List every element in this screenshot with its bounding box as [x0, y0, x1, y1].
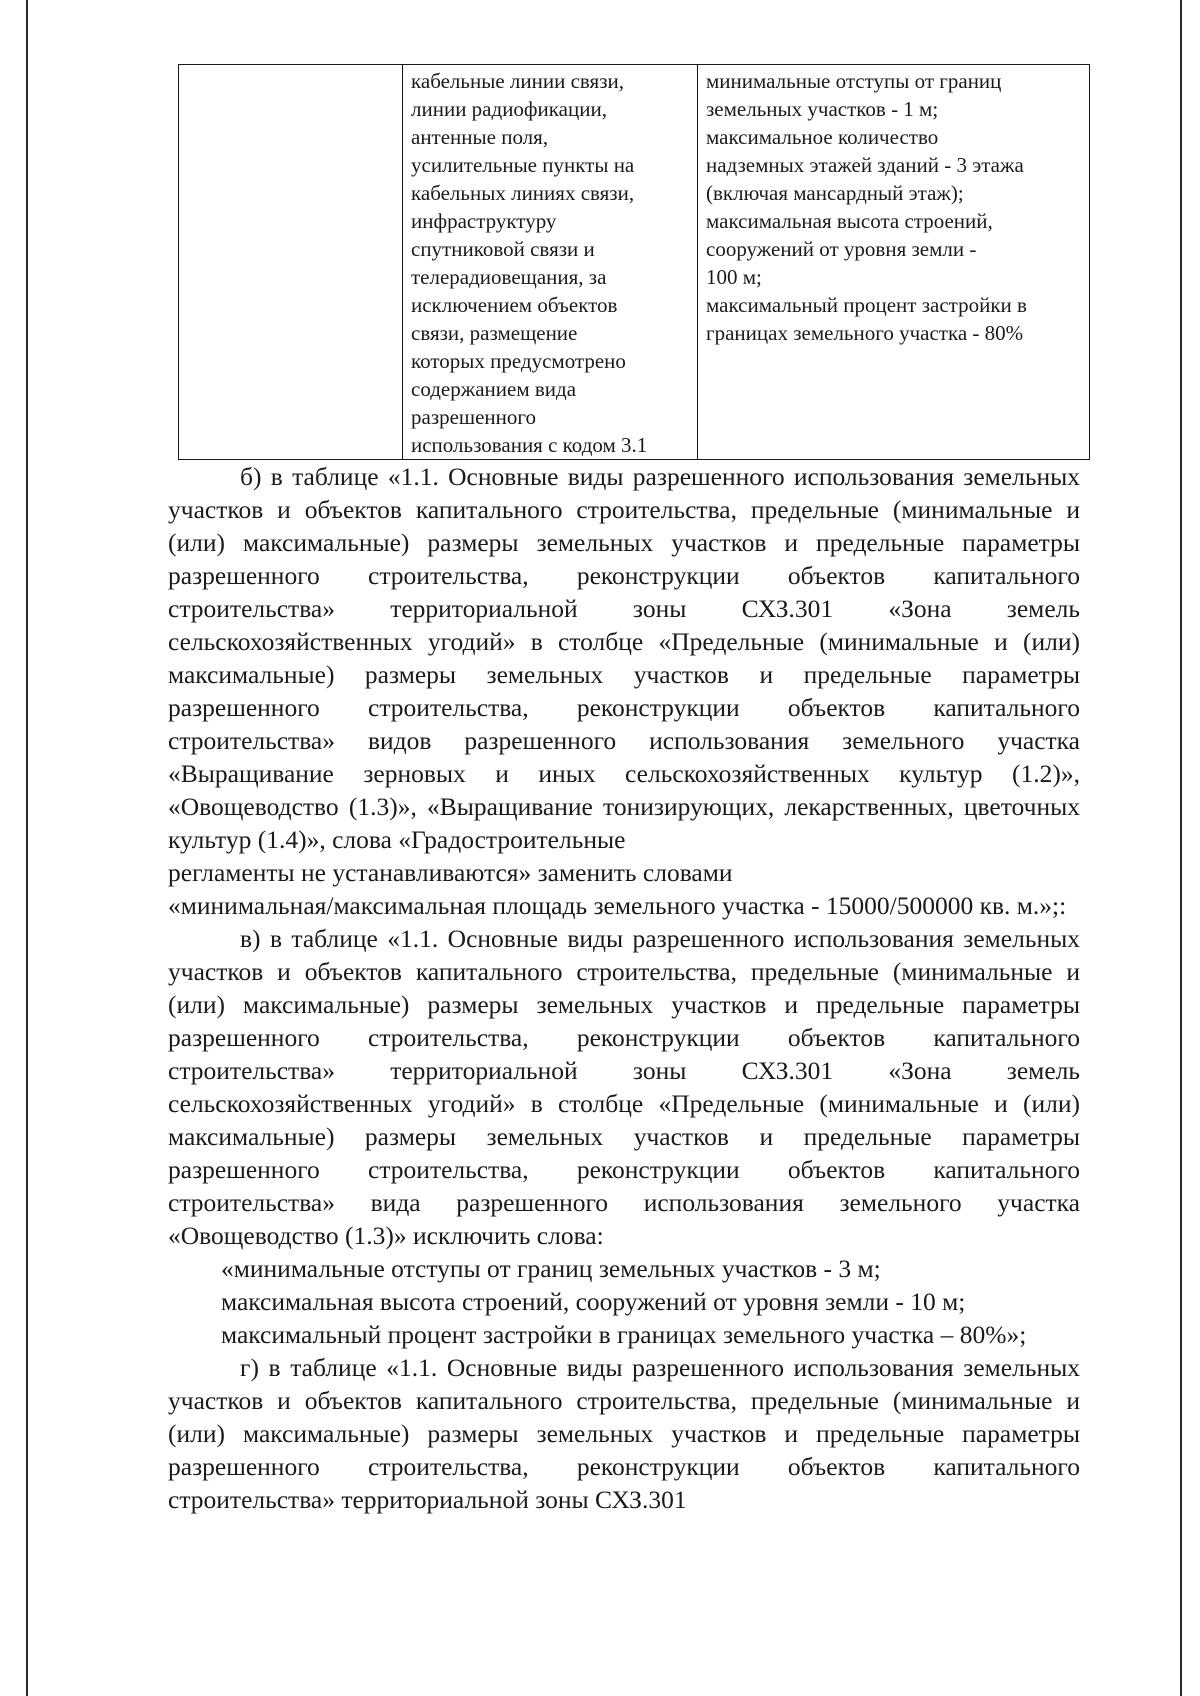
excluded-text-line-1: «минимальные отступы от границ земельных участков - 3 м;	[221, 1254, 881, 1283]
cell-text-line: связи, размещение	[411, 321, 578, 345]
table-row	[179, 65, 1090, 460]
cell-text-line: 100 м;	[706, 265, 762, 289]
scan-left-border	[26, 0, 28, 1696]
cell-text-line: телерадиовещания, за	[411, 265, 607, 289]
cell-text-line: разрешенного	[411, 405, 536, 429]
table-cell-empty	[179, 65, 403, 460]
excluded-text-line-2: максимальная высота строений, сооружений от уровня земли - 10 м;	[221, 1287, 966, 1316]
paragraph-b-end: «минимальная/максимальная площадь земельного участка - 15000/500000 кв. м.»;:	[168, 891, 1067, 920]
cell-text-line: сооружений от уровня земли -	[706, 237, 977, 261]
cell-text-line: которых предусмотрено	[411, 349, 626, 373]
cell-text-line: земельных участков - 1 м;	[706, 97, 939, 121]
zoning-table-fragment	[178, 64, 1090, 460]
cell-text-line: спутниковой связи и	[411, 237, 595, 261]
cell-text-line: инфраструктуру	[411, 209, 557, 233]
cell-text-line: линии радиофикации,	[411, 97, 607, 121]
table-cell-parameters	[698, 65, 1090, 460]
cell-text-line: максимальная высота строений,	[706, 209, 993, 233]
cell-text-line: надземных этажей зданий - 3 этажа	[706, 153, 1024, 177]
cell-text-line: усилительные пункты на	[411, 153, 635, 177]
cell-text-line: кабельных линиях связи,	[411, 181, 635, 205]
table-cell-permitted-use	[403, 65, 698, 460]
paragraph-g: г) в таблице «1.1. Основные виды разрешенного использования земельных участков и объектов капитального строительства, предельные (минимальные и (или) максимальные) размеры земельных участков и предельные параметры разрешенного строительства, реконструкции объектов капитального строительства» территориальной зоны СХЗ.301	[168, 1353, 1080, 1514]
paragraph-b-spread-line: регламенты не устанавливаются» заменить словами	[168, 858, 733, 887]
cell-text-line: максимальный процент застройки в	[706, 293, 1027, 317]
cell-text-line: минимальные отступы от границ	[706, 69, 1002, 93]
paragraph-v: в) в таблице «1.1. Основные виды разрешенного использования земельных участков и объектов капитального строительства, предельные (минимальные и (или) максимальные) размеры земельных участков и предельные параметры разрешенного строительства, реконструкции объектов капитального строительства» территориальной зоны СХЗ.301 «Зона земель сельскохозяйственных угодий» в столбце «Предельные (минимальные и (или) максимальные) размеры земельных участков и предельные параметры разрешенного строительства, реконструкции объектов капитального строительства» вида разрешенного использования земельного участка «Овощеводство (1.3)» исключить слова:	[168, 924, 1080, 1250]
excluded-text-line-3: максимальный процент застройки в границах земельного участка – 80%»;	[221, 1320, 1027, 1349]
cell-text-line: содержанием вида	[411, 377, 577, 401]
cell-text-line: антенные поля,	[411, 125, 549, 149]
cell-text-line: кабельные линии связи,	[411, 69, 624, 93]
document-body	[168, 460, 1080, 1516]
cell-text-line: исключением объектов	[411, 293, 618, 317]
cell-text-line: границах земельного участка - 80%	[706, 321, 1024, 345]
paragraph-b: б) в таблице «1.1. Основные виды разрешенного использования земельных участков и объектов капитального строительства, предельные (минимальные и (или) максимальные) размеры земельных участков и предельные параметры разрешенного строительства, реконструкции объектов капитального строительства» территориальной зоны СХЗ.301 «Зона земель сельскохозяйственных угодий» в столбце «Предельные (минимальные и (или) максимальные) размеры земельных участков и предельные параметры разрешенного строительства, реконструкции объектов капитального строительства» видов разрешенного использования земельного участка «Выращивание зерновых и иных сельскохозяйственных культур (1.2)», «Овощеводство (1.3)», «Выращивание тонизирующих, лекарственных, цветочных культур (1.4)», слова «Градостроительные	[168, 462, 1080, 854]
cell-text-line: (включая мансардный этаж);	[706, 181, 964, 205]
cell-text-line: максимальное количество	[706, 125, 939, 149]
cell-text-line: использования с кодом 3.1	[411, 433, 648, 457]
scan-right-border	[1180, 0, 1182, 1696]
